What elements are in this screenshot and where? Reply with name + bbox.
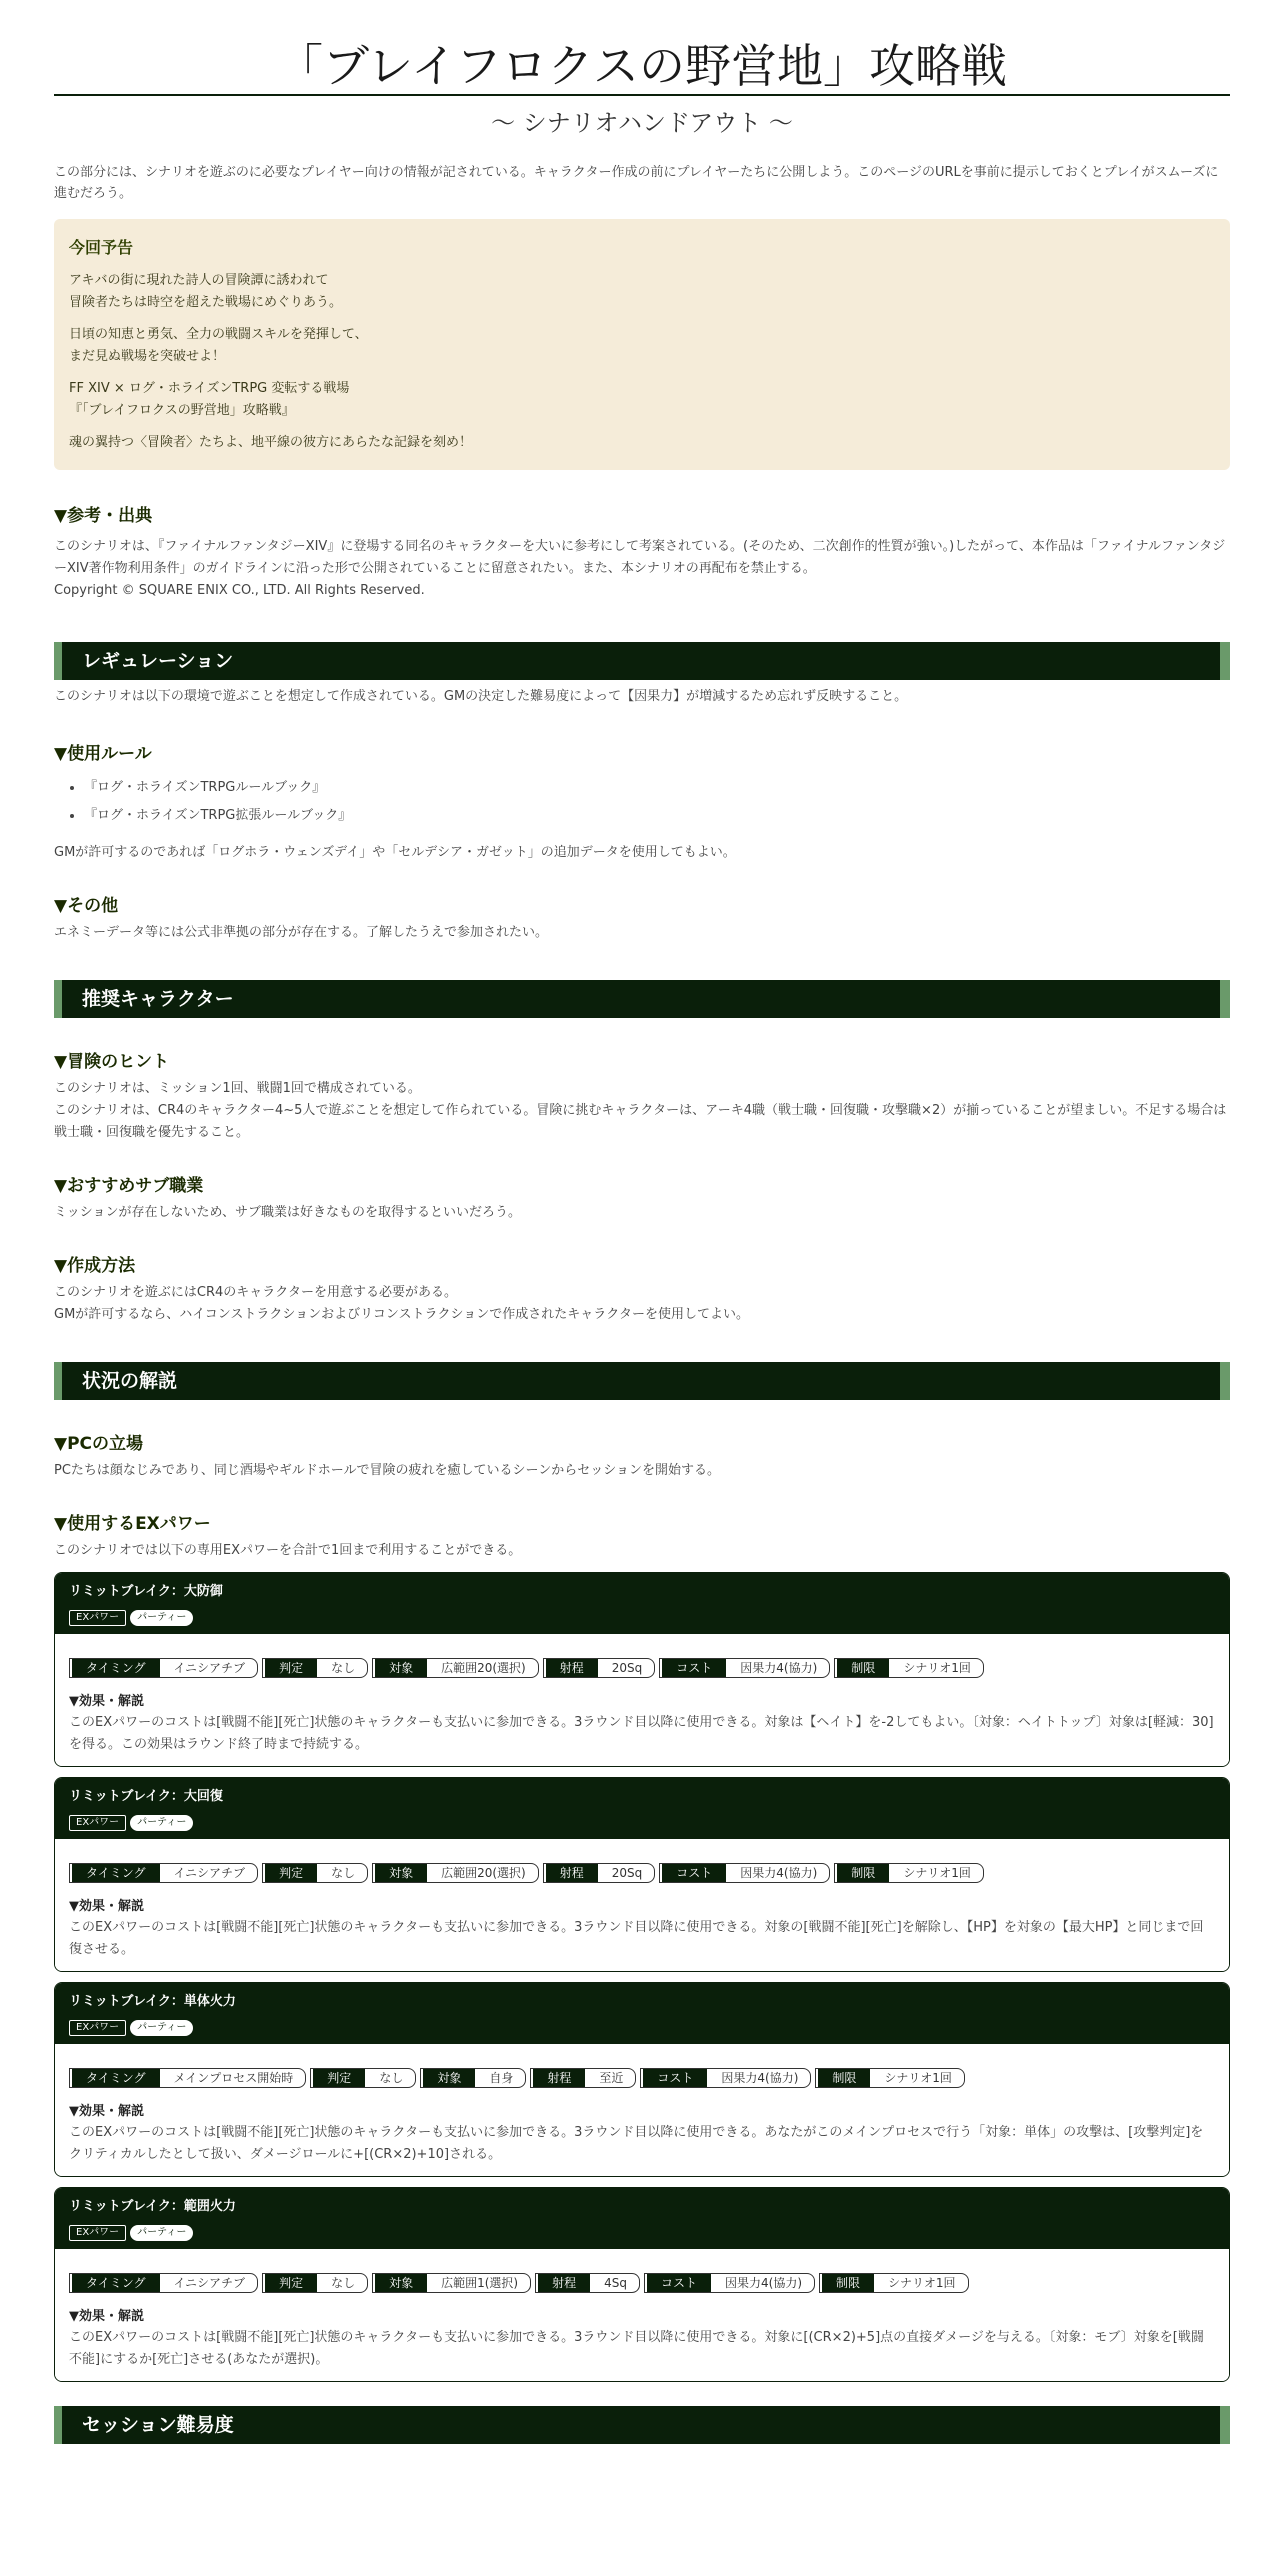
list-item: • 『ログ・ホライズンTRPG拡張ルールブック』 (84, 802, 1230, 830)
section-bar-difficulty: セッション難易度 (54, 2406, 1230, 2444)
stat-value: シナリオ1回 (884, 2071, 952, 2085)
ex-power-card (54, 2187, 1230, 2382)
stat-key: 射程 (546, 1863, 598, 1883)
make-heading: ▼作成方法 (54, 1256, 136, 1276)
rules-heading: ▼使用ルール (54, 744, 152, 764)
preview-paragraph: 魂の翼持つ〈冒険者〉たちよ、地平線の彼方にあらたな記録を刻め！ (69, 435, 473, 450)
ex-power-list (54, 1572, 1230, 2382)
ex-power-body (55, 1634, 1229, 1766)
stat-value: 自身 (489, 2071, 514, 2085)
other-text: エネミーデータ等には公式非準拠の部分が存在する。了解したうえで参加されたい。 (54, 925, 549, 940)
intro-text: この部分には、シナリオを遊ぶのに必要なプレイヤー向けの情報が記されている。キャラクター作成の前にプレイヤーたちに公開しよう。このページのURLを事前に提示しておくとプレイがスムーズに進むだろう。 (54, 165, 1219, 201)
stat-value: なし (379, 2071, 404, 2085)
copyright-text: Copyright © SQUARE ENIX CO., LTD. All Rights Reserved. (54, 583, 425, 598)
ex-power-body (55, 2249, 1229, 2381)
ex-power-body (55, 2044, 1229, 2176)
preview-heading: 今回予告 (69, 238, 134, 257)
stat-pill (420, 2068, 526, 2088)
stat-value: 20Sq (611, 1866, 643, 1880)
stat-pill (644, 2273, 815, 2293)
tag-party: パーティー (130, 2020, 193, 2036)
stat-value: シナリオ1回 (903, 1866, 971, 1880)
stat-pill (69, 1863, 258, 1883)
ex-power-name: リミットブレイク：範囲火力 (69, 2199, 236, 2214)
stat-pill (659, 1863, 830, 1883)
stat-key: 制限 (822, 2273, 874, 2293)
stat-value: 広範囲1(選択) (441, 2276, 519, 2290)
stat-key: コスト (647, 2273, 711, 2293)
stat-pill (372, 2273, 531, 2293)
tag-ex: EXパワー (69, 1610, 126, 1626)
regulation-text: このシナリオは以下の環境で遊ぶことを想定して作成されている。GMの決定した難易度によって【因果力】が増減するため忘れず反映すること。 (54, 689, 908, 704)
stat-value: イニシアチブ (173, 1661, 246, 1675)
ex-power-tags (69, 1609, 1215, 1626)
stat-key: コスト (643, 2068, 707, 2088)
ex-power-header (55, 2188, 1229, 2249)
stat-key: タイミング (72, 2068, 160, 2088)
stat-key: 対象 (375, 2273, 427, 2293)
effect-text: このEXパワーのコストは[戦闘不能][死亡]状態のキャラクターも支払いに参加できる。3ラウンド目以降に使用できる。対象に[(CR×2)+5]点の直接ダメージを与える。〔対象：モブ〕対象を[戦闘不能]にするか[死亡]させる(あなたが選択)。 (69, 2330, 1204, 2367)
stat-value: シナリオ1回 (888, 2276, 956, 2290)
tag-party: パーティー (130, 2225, 193, 2241)
ex-power-card (54, 1982, 1230, 2177)
effect-text: このEXパワーのコストは[戦闘不能][死亡]状態のキャラクターも支払いに参加できる。3ラウンド目以降に使用できる。対象は【ヘイト】を-2してもよい。〔対象：ヘイトトップ〕対象は[軽減：30]を得る。この効果はラウンド終了時まで持続する。 (69, 1715, 1214, 1752)
stat-key: タイミング (72, 2273, 160, 2293)
pc-text: PCたちは顔なじみであり、同じ酒場やギルドホールで冒険の疲れを癒しているシーンからセッションを開始する。 (54, 1463, 721, 1478)
stat-value: 因果力4(協力) (721, 2071, 799, 2085)
pc-heading: ▼PCの立場 (54, 1434, 144, 1454)
make-text: このシナリオを遊ぶにはCR4のキャラクターを用意する必要がある。 (54, 1285, 457, 1300)
stat-pill (69, 2068, 306, 2088)
preview-paragraph: 日頃の知恵と勇気、全力の戦闘スキルを発揮して、 まだ見ぬ戦場を突破せよ！ (69, 327, 368, 364)
stat-value: イニシアチブ (173, 1866, 246, 1880)
stat-pill (262, 2273, 368, 2293)
stat-key: 対象 (375, 1863, 427, 1883)
stat-key: 射程 (546, 1658, 598, 1678)
stat-value: 因果力4(協力) (740, 1661, 818, 1675)
stat-pill (834, 1863, 984, 1883)
stat-key: 制限 (837, 1863, 889, 1883)
stat-value: メインプロセス開始時 (173, 2071, 294, 2085)
ex-power-name: リミットブレイク：単体火力 (69, 1994, 236, 2009)
stat-key: 制限 (837, 1658, 889, 1678)
ex-power-card (54, 1777, 1230, 1972)
stat-pill (543, 1863, 656, 1883)
stat-pill (262, 1658, 368, 1678)
stat-value: 至近 (599, 2071, 624, 2085)
rules-list (84, 774, 1230, 830)
stat-pill (815, 2068, 965, 2088)
other-heading: ▼その他 (54, 896, 119, 916)
ex-power-stats (69, 2068, 1215, 2088)
tag-ex: EXパワー (69, 1815, 126, 1831)
stat-key: コスト (662, 1658, 726, 1678)
reference-heading: ▼参考・出典 (54, 506, 153, 526)
hint-text: このシナリオは、CR4のキャラクター4~5人で遊ぶことを想定して作られている。冒険に挑むキャラクターは、アーキ4職（戦士職・回復職・攻撃職×2）が揃っていることが望ましい。不足する場合は戦士職・回復職を優先すること。 (54, 1103, 1227, 1140)
ex-power-body (55, 1839, 1229, 1971)
section-bar-regulation: レギュレーション (54, 642, 1230, 680)
stat-key: 射程 (533, 2068, 585, 2088)
ex-power-card (54, 1572, 1230, 1767)
stat-pill (262, 1863, 368, 1883)
stat-pill (640, 2068, 811, 2088)
stat-pill (543, 1658, 656, 1678)
stat-key: 判定 (313, 2068, 365, 2088)
tag-ex: EXパワー (69, 2020, 126, 2036)
stat-key: タイミング (72, 1658, 160, 1678)
ex-power-stats (69, 1658, 1215, 1678)
effect-heading: ▼効果・解説 (69, 1694, 144, 1709)
stat-key: 制限 (818, 2068, 870, 2088)
rules-note: GMが許可するのであれば「ログホラ・ウェンズデイ」や「セルデシア・ガゼット」の追加データを使用してもよい。 (54, 845, 736, 860)
stat-key: 対象 (423, 2068, 475, 2088)
stat-value: 4Sq (604, 2276, 627, 2290)
stat-value: 20Sq (611, 1661, 643, 1675)
stat-key: タイミング (72, 1863, 160, 1883)
stat-key: 射程 (538, 2273, 590, 2293)
ex-power-tags (69, 2224, 1215, 2241)
preview-paragraph: アキバの街に現れた詩人の冒険譚に誘われて 冒険者たちは時空を超えた戦場にめぐりあう。 (69, 273, 343, 310)
stat-pill (372, 1658, 539, 1678)
stat-value: イニシアチブ (173, 2276, 246, 2290)
tag-party: パーティー (130, 1610, 193, 1626)
stat-key: コスト (662, 1863, 726, 1883)
stat-pill (819, 2273, 969, 2293)
effect-heading: ▼効果・解説 (69, 1899, 144, 1914)
effect-heading: ▼効果・解説 (69, 2309, 144, 2324)
list-item: • 『ログ・ホライズンTRPGルールブック』 (84, 774, 1230, 802)
stat-pill (834, 1658, 984, 1678)
stat-pill (535, 2273, 640, 2293)
effect-text: このEXパワーのコストは[戦闘不能][死亡]状態のキャラクターも支払いに参加できる。3ラウンド目以降に使用できる。対象の[戦闘不能][死亡]を解除し、【HP】を対象の【最大HP】と同じまで回復させる。 (69, 1920, 1204, 1957)
ex-power-name: リミットブレイク：大防御 (69, 1584, 223, 1599)
ex-power-header (55, 1983, 1229, 2044)
ex-power-tags (69, 1814, 1215, 1831)
reference-text: このシナリオは、『ファイナルファンタジーXIV』に登場する同名のキャラクターを大いに参考にして考案されている。(そのため、二次創作的性質が強い。)したがって、本作品は「ファイナルファンタジーXIV著作物利用条件」のガイドラインに沿った形で公開されていることに留意されたい。また、本シナリオの再配布を禁止する。 (54, 539, 1226, 576)
stat-key: 判定 (265, 1658, 317, 1678)
stat-value: 広範囲20(選択) (441, 1866, 526, 1880)
stat-value: 因果力4(協力) (740, 1866, 818, 1880)
make-text: GMが許可するなら、ハイコンストラクションおよびリコンストラクションで作成されたキャラクターを使用してよい。 (54, 1307, 749, 1322)
stat-pill (530, 2068, 636, 2088)
subclass-text: ミッションが存在しないため、サブ職業は好きなものを取得するといいだろう。 (54, 1205, 521, 1220)
stat-value: なし (331, 1866, 356, 1880)
ex-power-header (55, 1778, 1229, 1839)
preview-paragraph: FF XIV × ログ・ホライズンTRPG 変転する戦場 『「ブレイフロクスの野営地」攻略戦』 (69, 381, 350, 418)
ex-power-tags (69, 2019, 1215, 2036)
ex-text: このシナリオでは以下の専用EXパワーを合計で1回まで利用することができる。 (54, 1543, 522, 1558)
section-bar-situation: 状況の解説 (54, 1362, 1230, 1400)
effect-heading: ▼効果・解説 (69, 2104, 144, 2119)
stat-value: シナリオ1回 (903, 1661, 971, 1675)
page-title: 「ブレイフロクスの野営地」攻略戦 (54, 0, 1230, 96)
ex-power-header (55, 1573, 1229, 1634)
stat-pill (659, 1658, 830, 1678)
stat-value: なし (331, 2276, 356, 2290)
subclass-heading: ▼おすすめサブ職業 (54, 1176, 204, 1196)
stat-value: 因果力4(協力) (725, 2276, 803, 2290)
stat-key: 判定 (265, 2273, 317, 2293)
ex-power-stats (69, 1863, 1215, 1883)
stat-pill (310, 2068, 416, 2088)
effect-text: このEXパワーのコストは[戦闘不能][死亡]状態のキャラクターも支払いに参加できる。3ラウンド目以降に使用できる。あなたがこのメインプロセスで行う「対象：単体」の攻撃は、[攻撃判定]をクリティカルしたとして扱い、ダメージロールに+[(CR×2)+10]される。 (69, 2125, 1204, 2162)
tag-ex: EXパワー (69, 2225, 126, 2241)
preview-box (54, 219, 1230, 470)
hint-heading: ▼冒険のヒント (54, 1052, 170, 1072)
stat-pill (69, 2273, 258, 2293)
page-subtitle: ～ シナリオハンドアウト ～ (491, 109, 793, 137)
stat-key: 判定 (265, 1863, 317, 1883)
section-bar-recommend: 推奨キャラクター (54, 980, 1230, 1018)
stat-value: なし (331, 1661, 356, 1675)
ex-power-name: リミットブレイク：大回復 (69, 1789, 223, 1804)
tag-party: パーティー (130, 1815, 193, 1831)
stat-pill (69, 1658, 258, 1678)
hint-text: このシナリオは、ミッション1回、戦闘1回で構成されている。 (54, 1081, 421, 1096)
ex-power-stats (69, 2273, 1215, 2293)
stat-key: 対象 (375, 1658, 427, 1678)
stat-pill (372, 1863, 539, 1883)
ex-heading: ▼使用するEXパワー (54, 1514, 211, 1534)
stat-value: 広範囲20(選択) (441, 1661, 526, 1675)
